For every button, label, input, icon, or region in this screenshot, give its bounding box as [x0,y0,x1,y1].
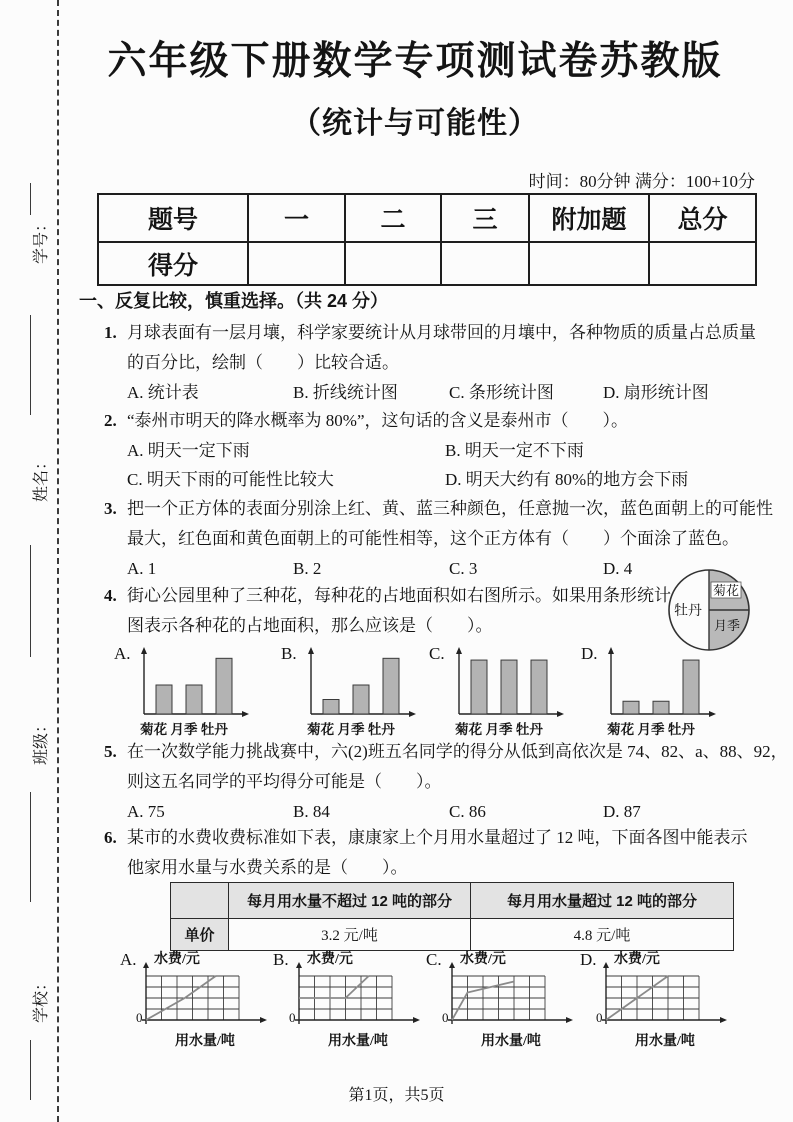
school-label: 学校： [33,975,50,1024]
option-b: B. 2 [293,559,322,578]
rate-row-label: 单价 [171,919,229,951]
line-graph-svg [598,962,728,1032]
bar [323,700,339,715]
question-1 [104,318,766,407]
question-2-number: 2. [104,411,117,430]
question-1-text-line: 的百分比，绘制（ ）比较合适。 [127,353,399,372]
option-a: A. 75 [127,802,165,821]
question-2 [104,406,766,494]
student-id-label: 学号： [33,216,50,265]
question-4-text-line: 街心公园里种了三种花，每种花的占地面积如右图所示。如果用条形统计 [127,586,671,605]
y-axis-arrow-icon [456,647,462,654]
question-3-text-line: 最大，红色面和黄色面朝上的可能性相等，这个正方体有（ ）个面涂了蓝色。 [127,529,739,548]
rate-header-under12: 每月用水量不超过 12 吨的部分 [229,883,471,919]
student-name-label: 姓名： [33,454,50,503]
x-axis-arrow-icon [709,711,716,717]
score-blank-cell [248,242,345,285]
x-axis-arrow-icon [413,1017,420,1023]
bar [471,660,487,714]
option-b: B. 84 [293,802,330,821]
q6-line-graph-option-c [426,948,578,1053]
score-header-cell: 总分 [649,194,756,242]
bar [653,701,669,714]
bar [531,660,547,714]
rate-table-price-row [171,919,734,951]
option-c: C. 明天下雨的可能性比较大 [127,470,334,489]
bar-categories: 菊花 月季 牡丹 [307,722,395,737]
bar-chart-svg [445,646,569,718]
x-axis-arrow-icon [242,711,249,717]
question-6-text-line: 某市的水费收费标准如下表，康康家上个月用水量超过了 12 吨，下面各图中能表示 [127,828,748,847]
question-2-options-row-2 [127,465,766,494]
option-label: D. [580,950,597,969]
y-axis-arrow-icon [308,647,314,654]
bar-chart-svg [297,646,421,718]
option-a: A. 统计表 [127,383,199,402]
origin-label: 0 [596,1010,603,1025]
line-graph-svg [291,962,421,1032]
question-3-number: 3. [104,499,117,518]
q6-line-graph-option-d [580,948,732,1053]
page-title: 六年级下册数学专项测试卷苏教版 [107,40,723,83]
question-4-number: 4. [104,586,117,605]
bar [216,658,232,714]
rate-table-header-row [171,883,734,919]
question-2-options-row-1 [127,436,766,465]
question-5-options [127,797,766,826]
option-label: A. [120,950,137,969]
time-score-info: 时间：80分钟 满分：100+10分 [528,172,755,191]
question-1-text-line: 月球表面有一层月壤，科学家要统计从月球带回的月壤中，各种物质的质量占总质量 [127,323,756,342]
q6-line-graph-option-b [273,948,425,1053]
option-d: D. 扇形统计图 [603,383,709,402]
score-blank-cell [529,242,649,285]
x-axis-label: 用水量/吨 [635,1034,695,1049]
q4-option-bar-charts [114,644,774,736]
section-1-heading: 一、反复比较，慎重选择。（共 24 分） [79,291,389,311]
score-blank-cell [345,242,441,285]
q6-line-graph-option-a [120,948,272,1053]
score-header-cell: 题号 [98,194,248,242]
x-axis-arrow-icon [557,711,564,717]
option-label: D. [581,644,598,663]
option-label: A. [114,644,131,663]
bar-categories: 菊花 月季 牡丹 [455,722,543,737]
bar [501,660,517,714]
x-axis-arrow-icon [409,711,416,717]
q4-bar-chart-option-c [429,644,579,736]
option-label: C. [429,644,445,663]
y-axis-arrow-icon [143,962,149,968]
question-6 [104,823,766,883]
option-a: A. 1 [127,559,157,578]
score-header-cell: 一 [248,194,345,242]
score-header-cell: 三 [441,194,529,242]
option-label: B. [273,950,289,969]
y-axis-label: 水费/元 [307,952,353,967]
question-5 [104,737,788,826]
question-1-options [127,378,766,407]
score-table-header-row [98,194,756,242]
origin-label: 0 [442,1010,449,1025]
option-c: C. 86 [449,802,486,821]
bar [353,685,369,714]
q4-bar-chart-option-b [281,644,431,736]
y-axis-arrow-icon [608,647,614,654]
bar-chart-svg [130,646,254,718]
question-5-text-line: 则这五名同学的平均得分可能是（ ）。 [127,772,442,791]
x-axis-arrow-icon [260,1017,267,1023]
margin-rule [30,315,31,415]
question-2-text-line: “泰州市明天的降水概率为 80%”，这句话的含义是泰州市（ ）。 [127,411,629,430]
score-table [97,193,757,286]
pie-label-juhua: 菊花 [713,583,740,598]
q4-bar-chart-option-d [581,644,731,736]
question-3-text-line: 把一个正方体的表面分别涂上红、黄、蓝三种颜色，任意抛一次，蓝色面朝上的可能性 [127,499,773,518]
option-d: D. 明天大约有 80%的地方会下雨 [445,470,689,489]
bar-categories: 菊花 月季 牡丹 [607,722,695,737]
bar [383,658,399,714]
bar-chart-svg [597,646,721,718]
x-axis-label: 用水量/吨 [328,1034,388,1049]
rate-over12-value: 4.8 元/吨 [471,919,734,951]
pie-label-mudan: 牡丹 [674,604,702,619]
option-c: C. 3 [449,559,478,578]
question-4-text-line: 图表示各种花的占地面积，那么应该是（ ）。 [127,616,493,635]
water-rate-table [170,882,734,951]
margin-rule [30,545,31,657]
pie-label-yueji: 月季 [714,618,741,633]
option-d: D. 4 [603,559,633,578]
q4-bar-chart-option-a [114,644,264,736]
class-label: 班级： [33,717,50,766]
y-axis-arrow-icon [603,962,609,968]
y-axis-arrow-icon [449,962,455,968]
score-blank-cell [441,242,529,285]
q6-option-line-graphs [120,948,780,1053]
margin-rule [30,792,31,902]
option-label: B. [281,644,297,663]
page-subtitle: （统计与可能性） [291,107,539,140]
question-5-text-line: 在一次数学能力挑战赛中，六(2)班五名同学的得分从低到高依次是 74、82、a、88、92， [127,742,788,761]
x-axis-label: 用水量/吨 [175,1034,235,1049]
origin-label: 0 [136,1010,143,1025]
rate-under12-value: 3.2 元/吨 [229,919,471,951]
y-axis-arrow-icon [141,647,147,654]
score-header-cell: 附加题 [529,194,649,242]
x-axis-label: 用水量/吨 [481,1034,541,1049]
option-b: B. 折线统计图 [293,383,398,402]
line-graph-svg [138,962,268,1032]
score-table-score-row [98,242,756,285]
origin-label: 0 [289,1010,296,1025]
page-number-footer: 第1页，共5页 [348,1087,445,1104]
rate-header-over12: 每月用水量超过 12 吨的部分 [471,883,734,919]
option-a: A. 明天一定下雨 [127,441,250,460]
score-blank-cell [649,242,756,285]
bar [186,685,202,714]
y-axis-label: 水费/元 [614,952,660,967]
score-header-cell: 二 [345,194,441,242]
x-axis-arrow-icon [566,1017,573,1023]
question-1-number: 1. [104,323,117,342]
option-d: D. 87 [603,802,641,821]
y-axis-label: 水费/元 [460,952,506,967]
question-5-number: 5. [104,742,117,761]
option-c: C. 条形统计图 [449,383,554,402]
bar [623,701,639,714]
question-6-text-line: 他家用水量与水费关系的是（ ）。 [127,858,408,877]
option-label: C. [426,950,442,969]
question-6-number: 6. [104,828,117,847]
line-graph-svg [444,962,574,1032]
bar [683,660,699,714]
rate-header-empty [171,883,229,919]
y-axis-label: 水费/元 [154,952,200,967]
option-b: B. 明天一定不下雨 [445,441,584,460]
margin-divider-dashed-line [57,0,59,1122]
y-axis-arrow-icon [296,962,302,968]
bar-categories: 菊花 月季 牡丹 [140,722,228,737]
score-row-label: 得分 [98,242,248,285]
x-axis-arrow-icon [720,1017,727,1023]
bar [156,685,172,714]
